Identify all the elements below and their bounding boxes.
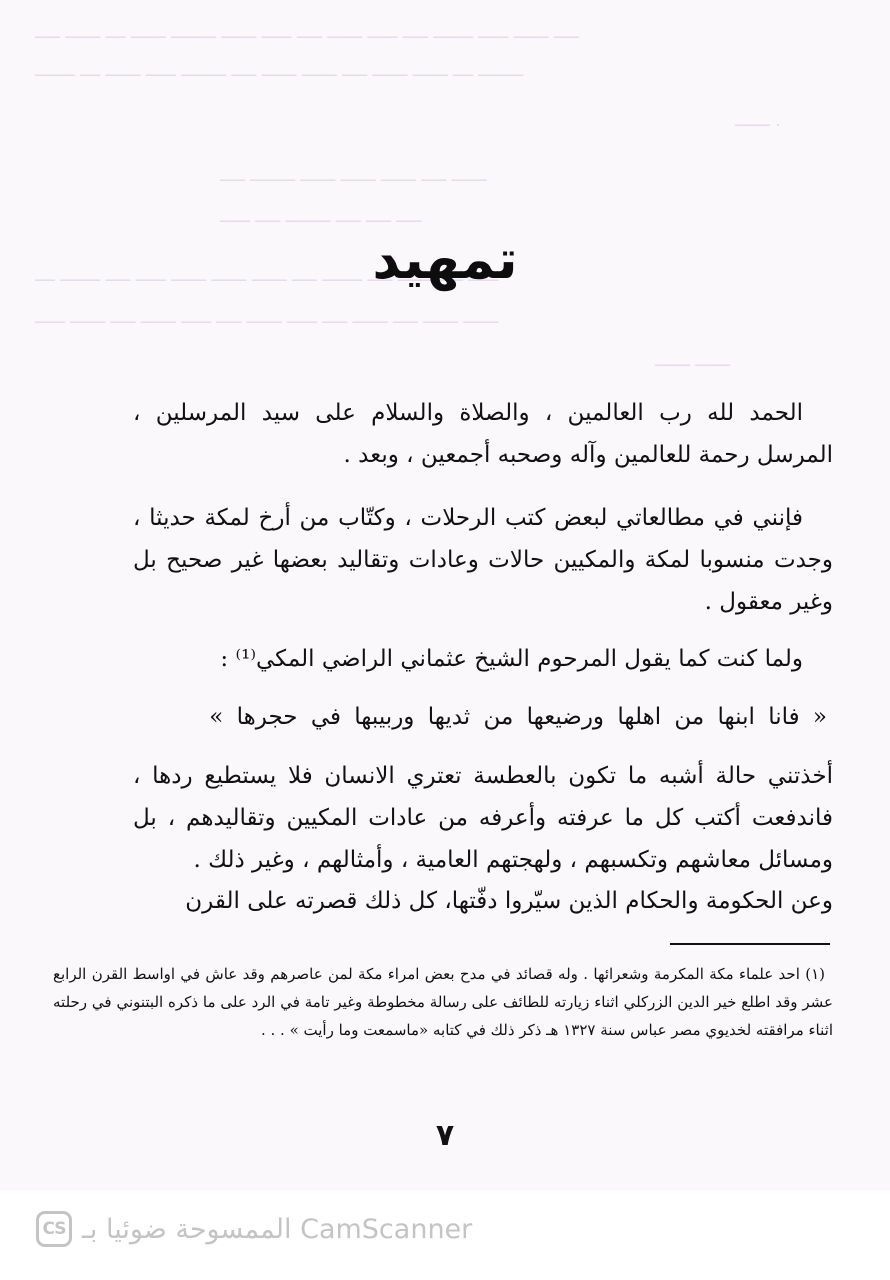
paragraph-text: وعن الحكومة والحكام الذين سيّروا دفّتها، كل ذلك قصرته على القرن (185, 888, 833, 914)
paragraph-opening (133, 392, 833, 476)
camscanner-watermark (36, 1207, 472, 1251)
camscanner-logo-icon: CS (36, 1211, 72, 1247)
paragraph-text: فإنني في مطالعاتي لبعض كتب الرحلات ، وكتّاب من أرخ لمكة حديثا ، وجدت منسوبا لمكة والمكيين حالات وعادات وتقاليد بعضها غير صحيح بل وغير معقول . (133, 505, 833, 615)
paragraph-text: ولما كنت كما يقول المرحوم الشيخ عثماني الراضي المكي⁽¹⁾ : (220, 646, 803, 672)
bleed-through-text: ــــ ــــــــ ـــــ ــــــ ـــــــ ـــــــ ـــــــ ـــــ ــــــــ ـــــ ـــــــ ـــــ ــــــ (35, 266, 499, 286)
verse-text: « فانا ابنها من اهلها ورضيعها من ثديها وربيبها في حجرها » (209, 704, 827, 730)
paragraph-quote-intro (133, 638, 833, 680)
footnote (53, 960, 833, 1044)
bleed-through-text: ـــــ ـــــــ ــــ ـــــــ ـــــــــ ـــــــ ــــــ ـــــ ـــــــ ــــــ ـــــ ــــــــ ــــــ ـــــــ ـــــ (35, 23, 579, 43)
footnote-text: (١) احد علماء مكة المكرمة وشعرائها . وله قصائد في مدح بعض امراء مكة لمن عاصرهم وقد عاش في اواسط القرن الرابع عشر وقد اطلع خير الدين الزركلي اثناء زيارته للطائف على رسالة مخطوطة وغير تامة في الرد على ما ذكره البتنوني في رحلته اثناء مرافقته لخديوي مصر عباس سنة ١٣٢٧ هـ ذكر ذلك في كتابه «ماسمعت وما رأيت » . . . (53, 965, 833, 1039)
bleed-through-text: ـــــــ . (735, 111, 781, 131)
bleed-through-text: ــــــــ ــــ ـــــــ ــــــ ـــــــــ ـــــ ـــــــ ـــــــ ـــــ ـــــــ ـــــــ ــــ ـــــــــ (35, 61, 524, 81)
paragraph-motivation (133, 497, 833, 623)
paragraph-text: أخذتني حالة أشبه ما تكون بالعطسة تعتري الانسان فلا يستطيع ردها ، فاندفعت أكتب كل ما عرفته وأعرفه من عادات المكيين وتقاليدهم ، بل ومسائل معاشهم وتكسبهم ، ولهجتهم العامية ، وأمثالهم ، وغير ذلك . (133, 763, 834, 873)
paragraph-text: الحمد لله رب العالمين ، والصلاة والسلام على سيد المرسلين ، المرسل رحمة للعالمين وآله وصحبه أجمعين ، وبعد . (133, 400, 833, 468)
paragraph-reaction (133, 755, 833, 881)
bleed-through-text: ـــــــ ـــــــ (655, 351, 731, 371)
quoted-verse (133, 696, 833, 738)
bleed-through-text: ـــــ ـــــــــ ـــــــ ـــــــ ـــــــ ـــــ ـــــــ (220, 166, 487, 186)
chapter-title: تمهيد (372, 228, 518, 291)
bleed-through-text: ــــــ ـــــ ـــــــــ ـــــ ـــــ ـــــ (220, 207, 422, 227)
page-number: ٧ (435, 1118, 455, 1153)
watermark-text: الممسوحة ضوئيا بـ CamScanner (82, 1213, 473, 1245)
bleed-through-text: ــــــ ـــــــ ـــــ ـــــــ ــــــ ـــــ ـــــــ ــــــ ـــــ ـــــــ ـــــ ـــــــ ـــــــ (35, 308, 499, 328)
footnote-divider (670, 943, 830, 945)
paragraph-government (133, 880, 833, 922)
